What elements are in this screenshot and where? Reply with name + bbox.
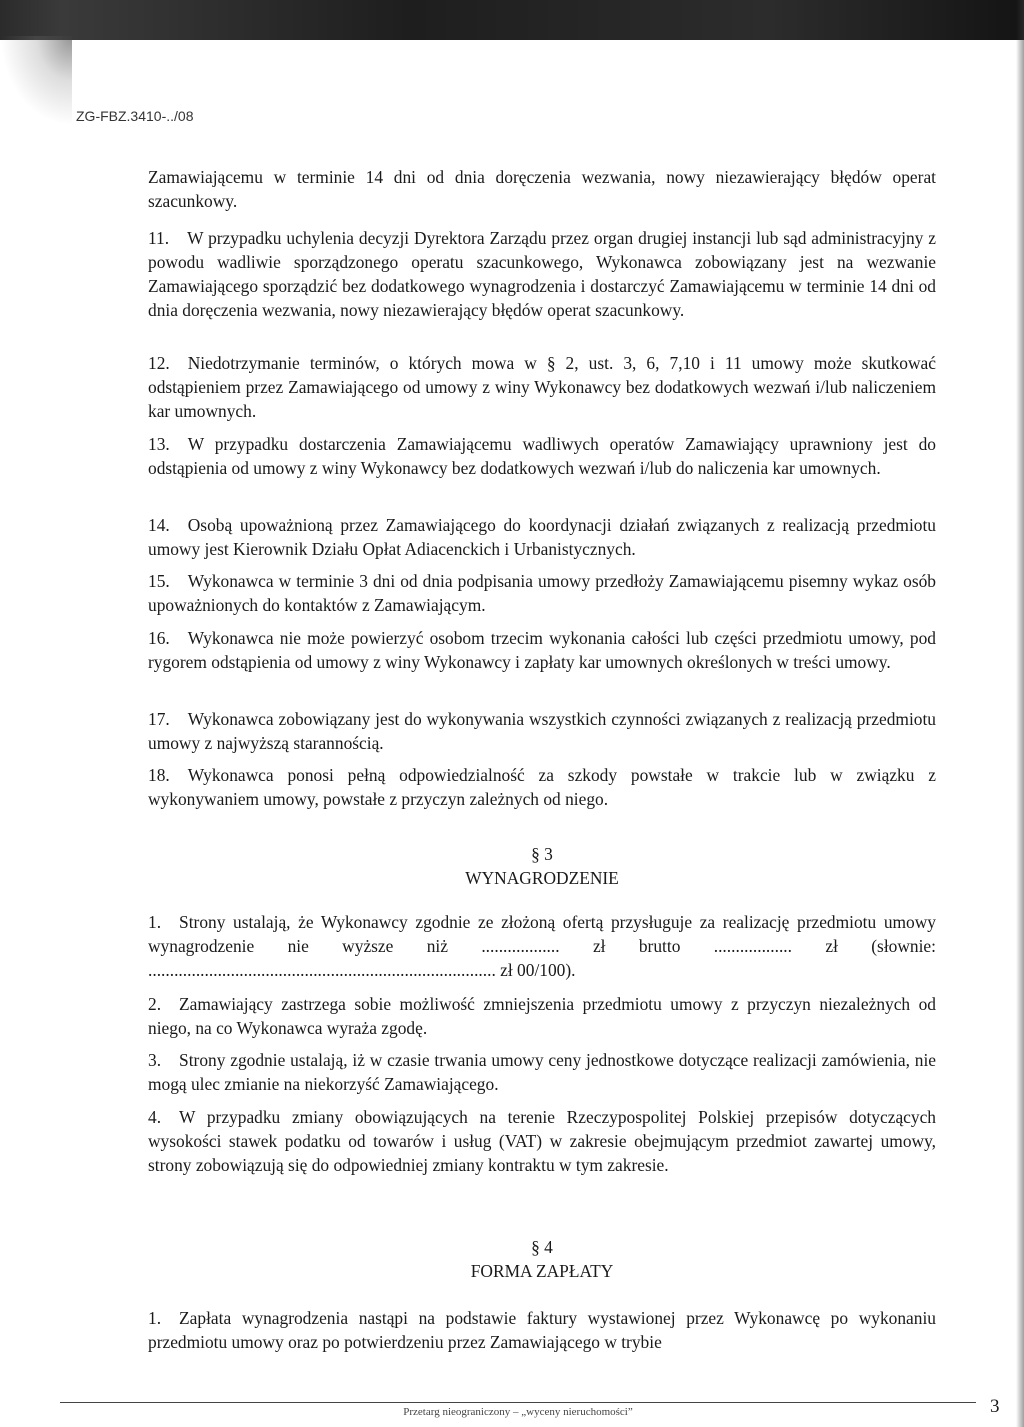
paragraph-15 bbox=[148, 569, 936, 617]
paragraph-text: Wykonawca nie może powierzyć osobom trzecim wykonania całości lub części przedmiotu umowy, pod rygorem odstąpienia od umowy z winy Wykonawcy i zapłaty kar umownych określonych w treści umowy. bbox=[148, 628, 936, 672]
paragraph-number: 1. bbox=[148, 912, 162, 932]
paragraph-text: Osobą upoważnioną przez Zamawiającego do koordynacji działań związanych z realizacją przedmiotu umowy jest Kierownik Działu Opłat Adiacenckich i Urbanistycznych. bbox=[148, 515, 936, 559]
paragraph-14 bbox=[148, 513, 936, 561]
paragraph-16 bbox=[148, 626, 936, 674]
paragraph-text: Wykonawca ponosi pełną odpowiedzialność za szkody powstałe w trakcie lub w związku z wykonywaniem umowy, powstałe z przyczyn zależnych od niego. bbox=[148, 765, 936, 809]
document-reference: ZG-FBZ.3410-../08 bbox=[76, 108, 194, 124]
scan-edge-right bbox=[1016, 0, 1024, 1427]
paragraph-11 bbox=[148, 226, 936, 322]
section-4-symbol: § 4 bbox=[531, 1237, 553, 1257]
paragraph-text: Zamawiający zastrzega sobie możliwość zmniejszenia przedmiotu umowy z przyczyn niezależnych od niego, na co Wykonawca wyraża zgodę. bbox=[148, 994, 936, 1038]
paragraph-12 bbox=[148, 351, 936, 423]
paragraph-text: Niedotrzymanie terminów, o których mowa w § 2, ust. 3, 6, 7,10 i 11 umowy może skutkować odstąpieniem przez Zamawiającego od umowy z winy Wykonawcy bez dodatkowych wezwań i/lub naliczeniem kar umownych. bbox=[148, 353, 936, 421]
section-3-paragraph-3 bbox=[148, 1048, 936, 1096]
paragraph-18 bbox=[148, 763, 936, 811]
paragraph-number: 16. bbox=[148, 628, 170, 648]
paragraph-number: 18. bbox=[148, 765, 170, 785]
paragraph-13 bbox=[148, 432, 936, 480]
paragraph-text: Strony ustalają, że Wykonawcy zgodnie ze złożoną ofertą przysługuje za realizację przedmiotu umowy wynagrodzenie nie wyższe niż .................. zł brutto .................. zł (słownie: ................................................................................ zł 00/100). bbox=[148, 912, 936, 980]
footer-divider bbox=[60, 1402, 976, 1403]
paragraph-number: 14. bbox=[148, 515, 170, 535]
section-3-title: WYNAGRODZENIE bbox=[465, 868, 619, 888]
scan-page-curl bbox=[0, 36, 72, 126]
section-3-paragraph-2 bbox=[148, 992, 936, 1040]
paragraph-number: 15. bbox=[148, 571, 170, 591]
section-3-paragraph-4 bbox=[148, 1105, 936, 1177]
section-3-symbol: § 3 bbox=[531, 844, 553, 864]
paragraph-number: 1. bbox=[148, 1308, 162, 1328]
section-4-paragraph-1 bbox=[148, 1306, 936, 1354]
paragraph-number: 3. bbox=[148, 1050, 162, 1070]
paragraph-text: Wykonawca zobowiązany jest do wykonywania wszystkich czynności związanych z realizacją przedmiotu umowy z najwyższą starannością. bbox=[148, 709, 936, 753]
paragraph-text: Wykonawca w terminie 3 dni od dnia podpisania umowy przedłoży Zamawiającemu pisemny wykaz osób upoważnionych do kontaktów z Zamawiającym. bbox=[148, 571, 936, 615]
paragraph-text: Zapłata wynagrodzenia nastąpi na podstawie faktury wystawionej przez Wykonawcę po wykonaniu przedmiotu umowy oraz po potwierdzeniu przez Zamawiającego w trybie bbox=[148, 1308, 936, 1352]
paragraph-17 bbox=[148, 707, 936, 755]
footer-text: Przetarg nieograniczony – „wyceny nieruchomości” bbox=[403, 1406, 633, 1418]
scan-edge-top bbox=[0, 0, 1024, 40]
section-4-title: FORMA ZAPŁATY bbox=[470, 1261, 614, 1281]
paragraph-number: 11. bbox=[148, 228, 170, 248]
paragraph-number: 12. bbox=[148, 353, 170, 373]
paragraph-number: 2. bbox=[148, 994, 162, 1014]
paragraph-10-continuation: Zamawiającemu w terminie 14 dni od dnia doręczenia wezwania, nowy niezawierający błędów operat szacunkowy. bbox=[148, 167, 936, 211]
paragraph-number: 13. bbox=[148, 434, 170, 454]
paragraph-text: Strony zgodnie ustalają, iż w czasie trwania umowy ceny jednostkowe dotyczące realizacji zamówienia, nie mogą ulec zmianie na niekorzyść Zamawiającego. bbox=[148, 1050, 936, 1094]
paragraph-number: 4. bbox=[148, 1107, 162, 1127]
paragraph-text: W przypadku uchylenia decyzji Dyrektora Zarządu przez organ drugiej instancji lub sąd administracyjny z powodu wadliwie sporządzonego operatu szacunkowego, Wykonawca zobowiązany jest na wezwanie Zamawiającego sporządzić bez dodatkowego wynagrodzenia i dostarczyć Zamawiającemu w terminie 14 dni od dnia doręczenia wezwania, nowy niezawierający błędów operat szacunkowy. bbox=[148, 228, 936, 320]
page-number: 3 bbox=[990, 1396, 1000, 1417]
section-3-paragraph-1 bbox=[148, 910, 936, 982]
paragraph-text: W przypadku zmiany obowiązujących na terenie Rzeczypospolitej Polskiej przepisów dotyczących wysokości stawek podatku od towarów i usług (VAT) w zakresie obejmującym przedmiot zawartej umowy, strony zobowiązują się do odpowiedniej zmiany kontraktu w tym zakresie. bbox=[148, 1107, 936, 1175]
paragraph-text: W przypadku dostarczenia Zamawiającemu wadliwych operatów Zamawiający uprawniony jest do odstąpienia od umowy z winy Wykonawcy bez dodatkowych wezwań i/lub do naliczenia kar umownych. bbox=[148, 434, 936, 478]
paragraph-number: 17. bbox=[148, 709, 170, 729]
